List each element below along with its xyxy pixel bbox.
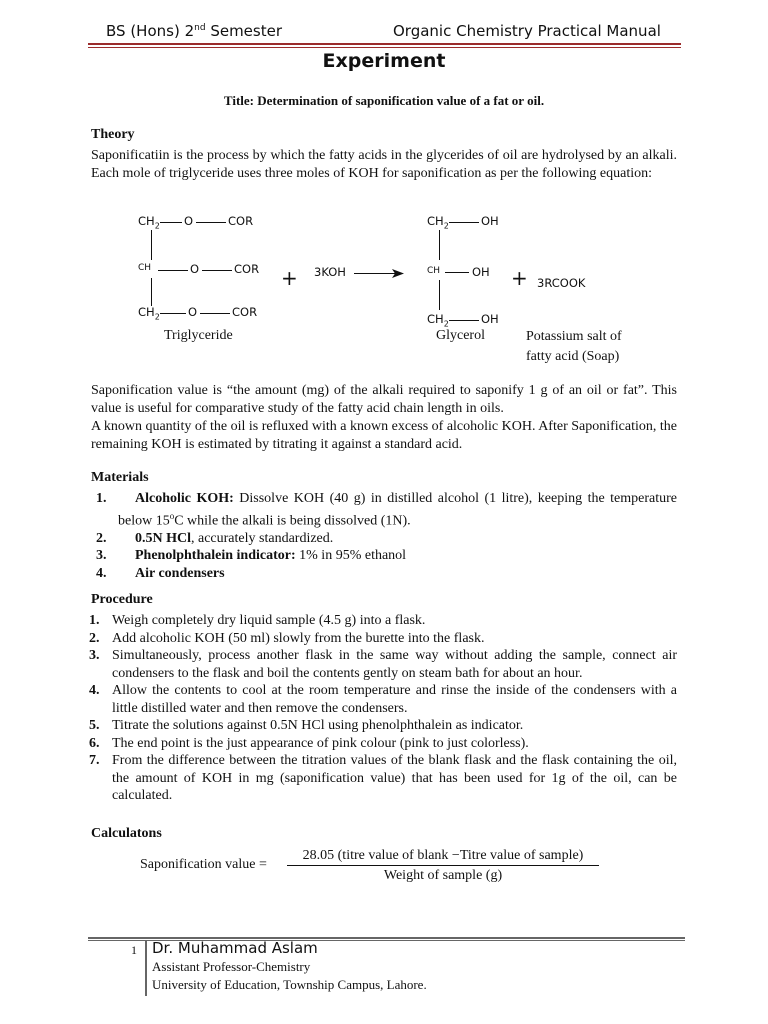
- label-soap: Potassium salt of fatty acid (Soap): [526, 329, 622, 364]
- trig-o-3: O: [188, 305, 198, 319]
- gly-ch2-bottom: $CH_2$: [427, 312, 449, 329]
- author-position: Assistant Professor-Chemistry: [152, 959, 311, 974]
- procedure-heading: Procedure: [91, 592, 153, 607]
- theory-paragraph: Saponificatiin is the process by which the fatty acids in the glycerides of oil are hydrolysed by an alkali. Each mole of triglyceride uses three moles of KOH for saponification as per the following equation:: [91, 148, 677, 181]
- list-item: 3. Phenolphthalein indicator: 1% in 95% ethanol: [96, 548, 407, 564]
- rcook-product: 3RCOOK: [537, 276, 586, 290]
- trig-ch2-bottom: $CH_2$: [138, 305, 160, 322]
- list-item: 5. Titrate the solutions against 0.5N HCl using phenolphthalein as indicator.: [89, 718, 524, 733]
- bond: [160, 222, 182, 223]
- sap-definition: Saponification value is “the amount (mg) of the alkali required to saponify 1 g of an oil or fat”. This value is useful for comparative study of the fatty acid chain length in oils.: [91, 383, 677, 416]
- materials-list: [96, 490, 677, 582]
- bond: [439, 280, 440, 310]
- list-item: 2. Add alcoholic KOH (50 ml) slowly from the burette into the flask.: [89, 630, 485, 646]
- header-right: Organic Chemistry Practical Manual: [393, 22, 661, 40]
- header-rule: [88, 43, 681, 45]
- bond: [445, 272, 469, 273]
- bond: [200, 313, 230, 314]
- bond: [449, 222, 479, 223]
- bond: [202, 270, 232, 271]
- sap-method: A known quantity of the oil is refluxed with a known excess of alcoholic KOH. After Saponification, the remaining KOH is estimated by titrating it against a standard acid.: [91, 419, 677, 452]
- list-item: 1. Weigh completely dry liquid sample (4.5 g) into a flask.: [89, 613, 426, 628]
- calculations-heading: Calculatons: [91, 826, 162, 841]
- plus-sign-1: +: [281, 266, 298, 290]
- list-item: 6. The end point is the just appearance of pink colour (pink to just colorless).: [89, 735, 529, 751]
- gly-ch2-top: $CH_2$: [427, 214, 449, 231]
- list-item: 7. From the difference between the titration values of the blank flask and the flask containing the oil, the amount of KOH in mg (saponification value) that has been used for 1g of the oil, can be calculated.: [89, 753, 677, 803]
- koh-reagent: 3KOH: [314, 265, 346, 279]
- trig-o-1: O: [184, 214, 194, 228]
- label-glycerol: Glycerol: [436, 328, 485, 343]
- bond: [158, 270, 188, 271]
- experiment-title: Title: Determination of saponification value of a fat or oil.: [223, 93, 545, 108]
- list-item: 4. Allow the contents to cool at the room temperature and rinse the inside of the condensers with a little distilled water and then remove the condensers.: [89, 683, 677, 716]
- list-item: 4. Air condensers: [96, 565, 225, 581]
- formula-numerator: 28.05 (titre value of blank −Titre value of sample): [302, 848, 584, 863]
- materials-heading: Materials: [91, 470, 149, 485]
- trig-cor-2: COR: [234, 262, 260, 276]
- fraction-bar: [287, 865, 599, 866]
- author-affiliation: University of Education, Township Campus, Lahore.: [152, 977, 427, 992]
- bond: [196, 222, 226, 223]
- reaction-arrow-icon: [392, 268, 406, 279]
- header-left: BS (Hons) 2nd Semester: [106, 22, 282, 40]
- formula-denominator: Weight of sample (g): [383, 868, 503, 883]
- bond: [449, 320, 479, 321]
- list-item: 3. Simultaneously, process another flask in the same way without adding the sample, connect air condensers to the flask and boil the contents gently on steam bath for about an hour.: [89, 648, 677, 681]
- theory-heading: Theory: [91, 127, 135, 142]
- gly-oh-2: OH: [472, 265, 490, 279]
- list-item: 1. Alcoholic KOH: Dissolve KOH (40 g) in distilled alcohol (1 litre), keeping the temperature below 15$^o$C while the alkali is being dissolved (1N).: [96, 491, 677, 529]
- list-item: 2. 0.5N HCl, accurately standardized.: [96, 530, 334, 546]
- trig-ch: CH: [138, 263, 152, 273]
- trig-ch2-top: $CH_2$: [138, 214, 160, 231]
- formula-lhs: Saponification value =: [140, 857, 267, 872]
- bond: [160, 313, 186, 314]
- header-rule-thin: [88, 47, 681, 48]
- trig-cor-3: COR: [232, 305, 258, 319]
- author-name: Dr. Muhammad Aslam: [152, 939, 318, 957]
- bond: [151, 278, 152, 306]
- gly-oh-1: OH: [481, 214, 499, 228]
- trig-cor-1: COR: [228, 214, 254, 228]
- page-number: 1: [131, 943, 137, 957]
- bond: [151, 230, 152, 260]
- procedure-list: [89, 612, 677, 805]
- gly-oh-3: OH: [481, 312, 499, 326]
- bond: [439, 230, 440, 260]
- trig-o-2: O: [190, 262, 200, 276]
- gly-ch: CH: [427, 266, 441, 276]
- label-triglyceride: Triglyceride: [164, 328, 233, 343]
- plus-sign-2: +: [511, 266, 528, 290]
- page-title: Experiment: [322, 50, 446, 72]
- footer-divider: [145, 940, 147, 996]
